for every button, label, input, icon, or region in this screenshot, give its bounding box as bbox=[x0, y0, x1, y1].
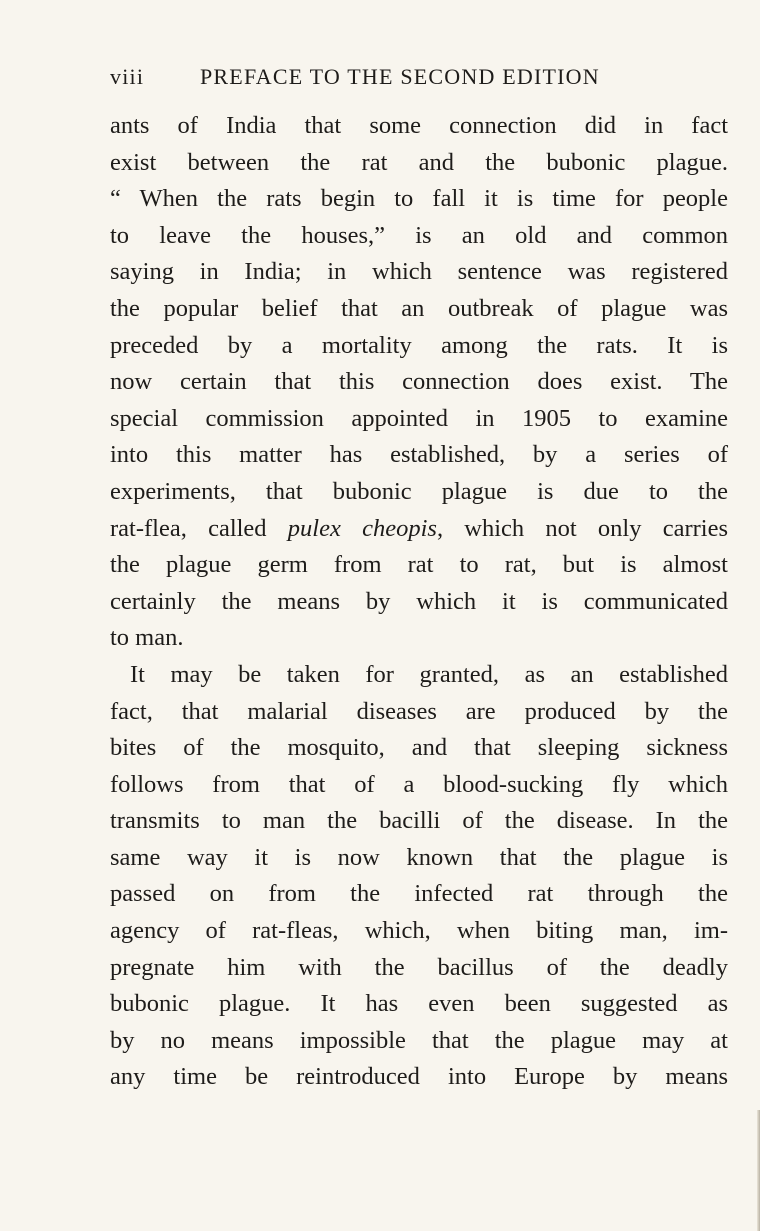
text-line: to leave the houses,” is an old and common bbox=[110, 221, 728, 249]
text-line: follows from that of a blood-sucking fly which bbox=[110, 770, 728, 798]
text-line: certainly the means by which it is communicated bbox=[110, 587, 728, 615]
running-title: PREFACE TO THE SECOND EDITION bbox=[200, 64, 600, 89]
text-line: any time be reintroduced into Europe by means bbox=[110, 1063, 728, 1091]
text-line: bubonic plague. It has even been suggested as bbox=[110, 990, 728, 1018]
paragraph-start-line: It may be taken for granted, as an established bbox=[130, 660, 728, 688]
text-line: preceded by a mortality among the rats. It is bbox=[110, 331, 728, 359]
text-line: fact, that malarial diseases are produced by the bbox=[110, 697, 728, 725]
text-line: transmits to man the bacilli of the disease. In the bbox=[110, 807, 728, 835]
text-line: the plague germ from rat to rat, but is almost bbox=[110, 551, 728, 579]
page-number: viii bbox=[110, 64, 145, 89]
text-line: “ When the rats begin to fall it is time for people bbox=[110, 185, 728, 213]
text-line: pregnate him with the bacillus of the deadly bbox=[110, 953, 728, 981]
text-line: passed on from the infected rat through the bbox=[110, 880, 728, 908]
text-fragment: rat-flea, called bbox=[110, 514, 288, 542]
running-head bbox=[110, 62, 650, 92]
text-line: by no means impossible that the plague may at bbox=[110, 1026, 728, 1054]
text-line bbox=[110, 511, 728, 548]
text-line: now certain that this connection does exist. The bbox=[110, 368, 728, 396]
text-line: experiments, that bubonic plague is due to the bbox=[110, 477, 728, 505]
text-line: same way it is now known that the plague is bbox=[110, 843, 728, 871]
species-name: pulex cheopis bbox=[287, 514, 437, 542]
text-line: exist between the rat and the bubonic plague. bbox=[110, 148, 728, 176]
text-line: bites of the mosquito, and that sleeping sickness bbox=[110, 734, 728, 762]
text-fragment: , which not only carries bbox=[436, 514, 729, 542]
text-line: ants of India that some connection did in fact bbox=[110, 112, 728, 139]
paragraph-end-line: to man. bbox=[110, 624, 184, 652]
body-text bbox=[110, 108, 728, 1096]
text-line: agency of rat-fleas, which, when biting man, im- bbox=[110, 917, 728, 945]
text-line: saying in India; in which sentence was registered bbox=[110, 258, 728, 286]
text-line: the popular belief that an outbreak of plague was bbox=[110, 294, 728, 322]
text-line: special commission appointed in 1905 to examine bbox=[110, 404, 728, 432]
text-line: into this matter has established, by a series of bbox=[110, 441, 728, 469]
